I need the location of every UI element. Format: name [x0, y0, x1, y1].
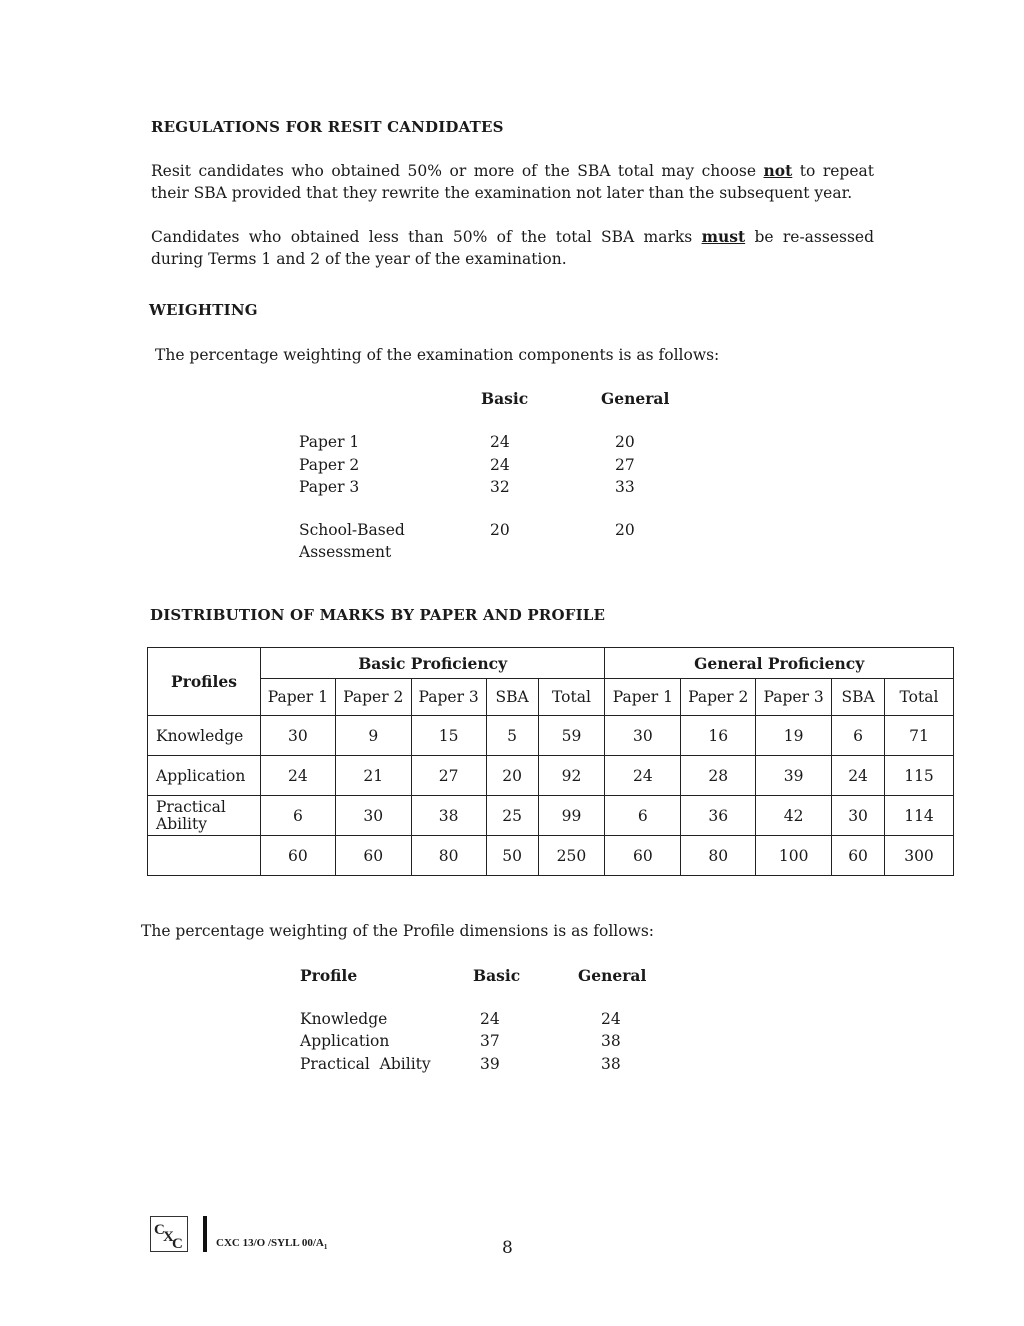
profile-row-general: 38 — [601, 1055, 621, 1073]
profile-row-basic: 39 — [480, 1055, 500, 1073]
col-header: Paper 2 — [335, 679, 411, 716]
general-proficiency-header: General Proficiency — [605, 648, 954, 679]
table-row — [148, 716, 954, 756]
weighting-row-basic: 32 — [490, 478, 510, 496]
weighting-col-general: General — [601, 389, 670, 408]
resit-paragraph-2 — [151, 226, 874, 270]
cell: 16 — [681, 716, 756, 756]
cell: 59 — [538, 716, 605, 756]
col-header: Paper 3 — [756, 679, 832, 716]
row-label-line2: Ability — [156, 814, 207, 833]
weighting-sba-label-line1: School-Based — [299, 521, 405, 539]
cell: 250 — [538, 836, 605, 876]
col-header: Paper 3 — [411, 679, 486, 716]
cell: 15 — [411, 716, 486, 756]
cell: 6 — [605, 796, 681, 836]
profile-row-basic: 24 — [480, 1010, 500, 1028]
weighting-row-basic: 24 — [490, 456, 510, 474]
cell: 80 — [411, 836, 486, 876]
weighting-row-label: Paper 3 — [299, 478, 360, 496]
svg-text:C: C — [154, 1222, 165, 1238]
cell: 6 — [832, 716, 885, 756]
cell: 50 — [486, 836, 538, 876]
col-header: Paper 1 — [260, 679, 335, 716]
weighting-row-general: 33 — [615, 478, 635, 496]
cell: 20 — [486, 756, 538, 796]
weighting-row-label: Paper 1 — [299, 433, 360, 451]
cxc-logo — [150, 1216, 188, 1252]
col-header: Paper 1 — [605, 679, 681, 716]
resit-p1-emphasis: not — [763, 161, 793, 180]
page-number: 8 — [502, 1238, 513, 1258]
weighting-sba-basic: 20 — [490, 521, 510, 539]
row-label: Knowledge — [148, 716, 261, 756]
cxc-logo-icon — [151, 1217, 187, 1251]
footer-divider — [203, 1216, 207, 1252]
resit-p2-text-a: Candidates who obtained less than 50% of the total SBA marks — [151, 228, 693, 246]
cell: 100 — [756, 836, 832, 876]
cell: 24 — [260, 756, 335, 796]
cell: 38 — [411, 796, 486, 836]
weighting-intro: The percentage weighting of the examination components is as follows: — [155, 346, 720, 364]
regulations-heading: REGULATIONS FOR RESIT CANDIDATES — [151, 118, 504, 136]
weighting-sba-label-line2: Assessment — [299, 543, 392, 561]
resit-p1-text-b: to repeat their SBA provided that they rewrite the examination not later than the subsequent year. — [151, 162, 874, 202]
row-label — [148, 836, 261, 876]
cell: 24 — [832, 756, 885, 796]
cell: 60 — [605, 836, 681, 876]
profile-row-general: 24 — [601, 1010, 621, 1028]
cell: 60 — [335, 836, 411, 876]
svg-text:X: X — [163, 1229, 174, 1245]
cell: 6 — [260, 796, 335, 836]
weighting-row-label: Paper 2 — [299, 456, 360, 474]
cell: 115 — [885, 756, 954, 796]
syllabus-code-text: CXC 13/O /SYLL 00/A — [216, 1237, 324, 1249]
weighting-row-general: 20 — [615, 433, 635, 451]
weighting-sba-general: 20 — [615, 521, 635, 539]
cell: 99 — [538, 796, 605, 836]
profile-row-label: Practical Ability — [300, 1055, 431, 1073]
cell: 300 — [885, 836, 954, 876]
cell: 5 — [486, 716, 538, 756]
cell: 60 — [832, 836, 885, 876]
col-header: SBA — [832, 679, 885, 716]
cell: 36 — [681, 796, 756, 836]
profile-row-label: Knowledge — [300, 1010, 388, 1028]
profile-row-general: 38 — [601, 1032, 621, 1050]
col-header: Total — [538, 679, 605, 716]
syllabus-code-subscript: 1 — [323, 1243, 328, 1252]
cell: 42 — [756, 796, 832, 836]
syllabus-code — [216, 1237, 327, 1251]
profile-row-label: Application — [300, 1032, 390, 1050]
cell: 28 — [681, 756, 756, 796]
profile-col-basic: Basic — [473, 966, 521, 985]
profile-row-basic: 37 — [480, 1032, 500, 1050]
cell: 30 — [605, 716, 681, 756]
weighting-row-general: 27 — [615, 456, 635, 474]
resit-paragraph-1 — [151, 160, 874, 204]
profile-weighting-intro: The percentage weighting of the Profile dimensions is as follows: — [141, 922, 655, 940]
cell: 80 — [681, 836, 756, 876]
profile-col-general: General — [578, 966, 647, 985]
cell: 30 — [260, 716, 335, 756]
weighting-row-basic: 24 — [490, 433, 510, 451]
cell: 25 — [486, 796, 538, 836]
col-header: Paper 2 — [681, 679, 756, 716]
resit-p2-emphasis: must — [701, 227, 746, 246]
table-row — [148, 796, 954, 836]
weighting-heading: WEIGHTING — [149, 301, 258, 319]
table-row-totals — [148, 836, 954, 876]
cell: 19 — [756, 716, 832, 756]
distribution-heading: DISTRIBUTION OF MARKS BY PAPER AND PROFILE — [150, 606, 606, 624]
cell: 24 — [605, 756, 681, 796]
profiles-header: Profiles — [148, 648, 261, 716]
cell: 39 — [756, 756, 832, 796]
row-label — [148, 796, 261, 836]
weighting-col-basic: Basic — [481, 389, 529, 408]
table-row — [148, 756, 954, 796]
resit-p2-text-b: be re-assessed during Terms 1 and 2 of the year of the examination. — [151, 228, 875, 268]
col-header: SBA — [486, 679, 538, 716]
col-header: Total — [885, 679, 954, 716]
distribution-table — [147, 647, 954, 876]
cell: 21 — [335, 756, 411, 796]
cell: 27 — [411, 756, 486, 796]
row-label-line1: Practical — [156, 797, 226, 816]
resit-p1-text-a: Resit candidates who obtained 50% or more of the SBA total may choose — [151, 162, 757, 180]
basic-proficiency-header: Basic Proficiency — [260, 648, 604, 679]
cell: 30 — [832, 796, 885, 836]
cell: 30 — [335, 796, 411, 836]
cell: 60 — [260, 836, 335, 876]
cell: 92 — [538, 756, 605, 796]
cell: 71 — [885, 716, 954, 756]
row-label: Application — [148, 756, 261, 796]
svg-text:C: C — [172, 1236, 183, 1251]
cell: 9 — [335, 716, 411, 756]
profile-col-profile: Profile — [300, 966, 358, 985]
cell: 114 — [885, 796, 954, 836]
